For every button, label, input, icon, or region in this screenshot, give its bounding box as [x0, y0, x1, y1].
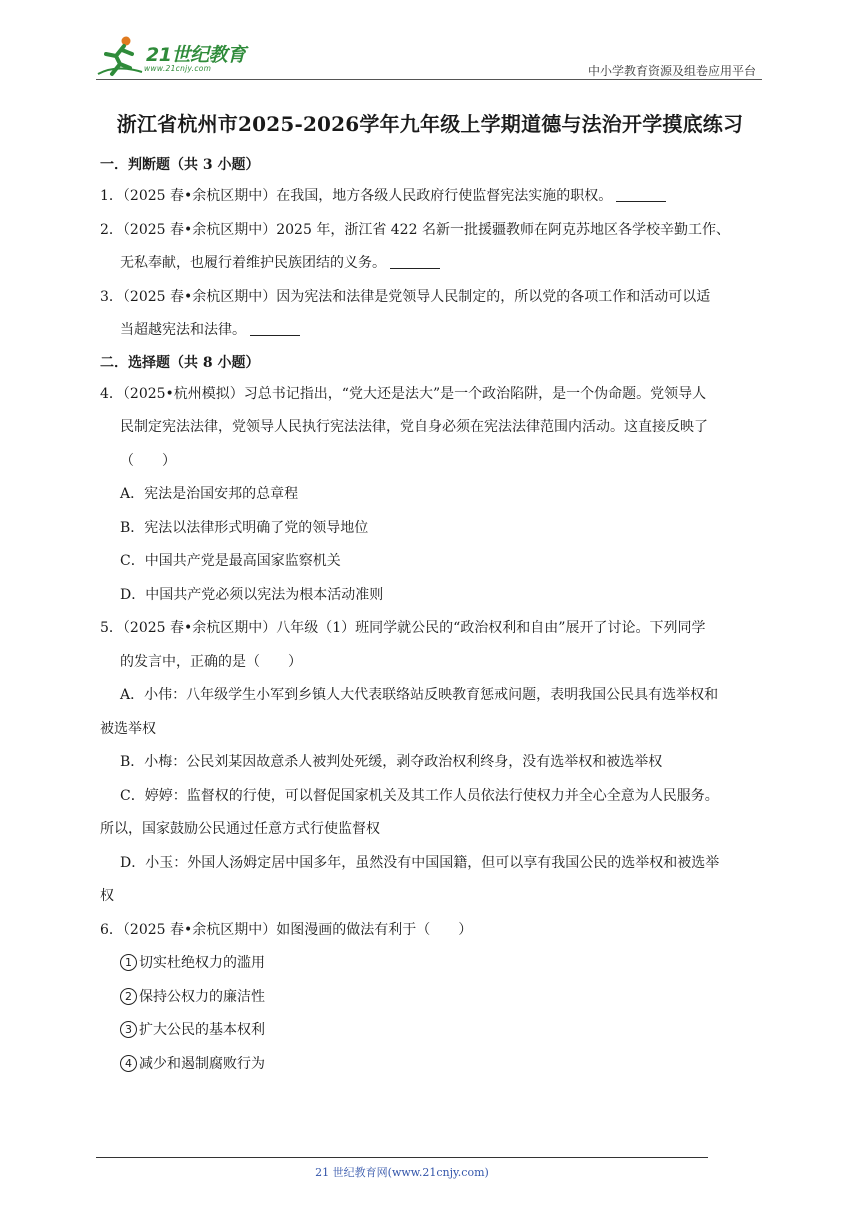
runner-logo-icon — [96, 34, 146, 78]
answer-blank[interactable] — [390, 254, 440, 269]
section-heading: 一．判断题（共 3 小题） — [100, 157, 260, 173]
page-footer[interactable]: 21 世纪教育网(www.21cnjy.com) — [315, 1166, 489, 1179]
option-b[interactable]: B．宪法以法律形式明确了党的领导地位 — [120, 519, 369, 536]
question-4-paren: （ ） — [120, 452, 176, 469]
option-d-cont: 权 — [100, 888, 114, 904]
option-d[interactable]: D．中国共产党必须以宪法为根本活动准则 — [120, 586, 384, 603]
page-header — [96, 34, 762, 80]
circled-number-2-icon: 2 — [120, 988, 137, 1005]
header-divider — [96, 79, 762, 80]
statement-2: 2 保持公权力的廉洁性 — [100, 981, 762, 1015]
question-2-cont: 无私奉献，也履行着维护民族团结的义务。 — [100, 247, 762, 281]
option-a-cont: 被选举权 — [100, 720, 156, 737]
question-4: 4．（2025•杭州模拟）习总书记指出，“党大还是法大”是一个政治陷阱，是一个伪命题。党领导人 — [100, 385, 707, 402]
footer-divider — [96, 1157, 708, 1158]
question-body — [100, 150, 762, 1081]
circled-number-4-icon: 4 — [120, 1055, 137, 1072]
option-c[interactable]: C．中国共产党是最高国家监察机关 — [120, 553, 341, 569]
answer-blank[interactable] — [250, 321, 300, 336]
option-a[interactable]: A．宪法是治国安邦的总章程 — [120, 486, 299, 502]
statement-1: 1 切实杜绝权力的滥用 — [100, 947, 762, 981]
option-d[interactable]: D．小玉：外国人汤姆定居中国多年，虽然没有中国国籍，但可以享有我国公民的选举权和被选举 — [120, 854, 720, 871]
answer-blank[interactable] — [616, 187, 666, 202]
statement-3: 3 扩大公民的基本权利 — [100, 1014, 762, 1048]
question-5-cont: 的发言中，正确的是（ ） — [120, 653, 302, 670]
question-3-cont: 当超越宪法和法律。 — [100, 314, 762, 348]
section-heading: 二．选择题（共 8 小题） — [100, 354, 260, 371]
question-6: 6．（2025 春•余杭区期中）如图漫画的做法有利于（ ） — [100, 921, 473, 938]
page-title: 浙江省杭州市2025-2026学年九年级上学期道德与法治开学摸底练习 — [116, 112, 744, 136]
brand-logo — [96, 34, 266, 78]
option-c-cont: 所以，国家鼓励公民通过任意方式行使监督权 — [100, 821, 380, 837]
option-a[interactable]: A．小伟：八年级学生小军到乡镇人大代表联络站反映教育惩戒问题，表明我国公民具有选举权和 — [120, 687, 719, 703]
statement-4: 4 减少和遏制腐败行为 — [100, 1048, 762, 1082]
question-4-cont: 民制定宪法法律，党领导人民执行宪法法律，党自身必须在宪法法律范围内活动。这直接反映了 — [120, 419, 708, 435]
question-5: 5．（2025 春•余杭区期中）八年级（1）班同学就公民的“政治权利和自由”展开了讨论。下列同学 — [100, 620, 706, 636]
option-b[interactable]: B．小梅：公民刘某因故意杀人被判处死缓，剥夺政治权利终身，没有选举权和被选举权 — [120, 754, 663, 770]
logo-url: www.21cnjy.com — [144, 64, 212, 73]
platform-name: 中小学教育资源及组卷应用平台 — [587, 64, 756, 78]
logo-text: 21世纪教育 — [146, 44, 246, 66]
question-2: 2．（2025 春•余杭区期中）2025 年，浙江省 422 名新一批援疆教师在阿克苏地区各学校辛勤工作、 — [100, 221, 730, 238]
option-c[interactable]: C．婷婷：监督权的行使，可以督促国家机关及其工作人员依法行使权力并全心全意为人民服务。 — [120, 787, 719, 804]
question-1: 1．（2025 春•余杭区期中）在我国，地方各级人民政府行使监督宪法实施的职权。 — [100, 180, 762, 214]
circled-number-1-icon: 1 — [120, 954, 137, 971]
question-3: 3．（2025 春•余杭区期中）因为宪法和法律是党领导人民制定的，所以党的各项工作和活动可以适 — [100, 288, 711, 305]
circled-number-3-icon: 3 — [120, 1021, 137, 1038]
